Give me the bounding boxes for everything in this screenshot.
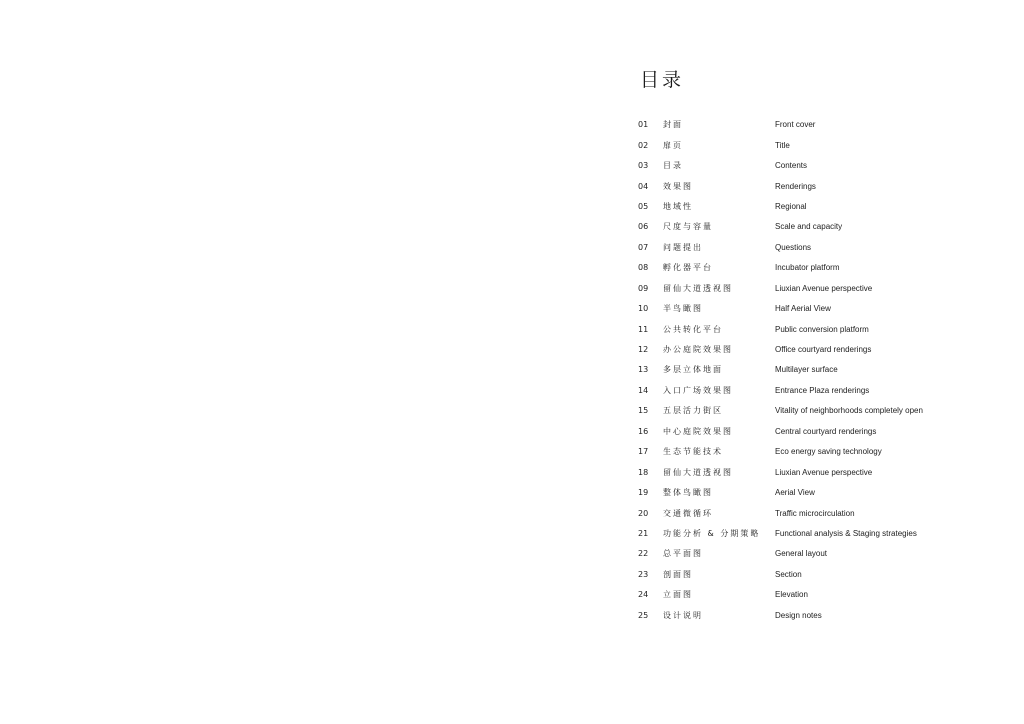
toc-entry-number: 02 xyxy=(638,140,649,150)
toc-entry xyxy=(638,381,978,401)
toc-entry xyxy=(638,197,978,217)
toc-entry-chinese-title: 问题提出 xyxy=(663,242,703,252)
toc-entry xyxy=(638,176,978,196)
toc-entry-chinese-title: 生态节能技术 xyxy=(663,447,723,457)
toc-entry-number: 17 xyxy=(638,447,649,457)
toc-entry-number: 08 xyxy=(638,263,649,273)
toc-entry-number: 11 xyxy=(638,324,649,334)
toc-entry-number: 13 xyxy=(638,365,649,375)
toc-entry-number: 20 xyxy=(638,508,649,518)
toc-entry-chinese-title: 半鸟瞰图 xyxy=(663,304,703,314)
toc-entry-chinese-title: 多层立体地面 xyxy=(663,365,723,375)
toc-entry-number: 22 xyxy=(638,549,649,559)
toc-entry-english-title: Front cover xyxy=(775,120,816,130)
toc-entry-chinese-title: 办公庭院效果图 xyxy=(663,345,733,355)
toc-entry-english-title: Vitality of neighborhoods completely open xyxy=(775,406,923,416)
toc-entry-chinese-title: 效果图 xyxy=(663,181,693,191)
toc-entry-chinese-title: 总平面图 xyxy=(663,549,703,559)
toc-entry-english-title: Central courtyard renderings xyxy=(775,426,877,436)
toc-entry xyxy=(638,217,978,237)
toc-entry xyxy=(638,135,978,155)
toc-entry xyxy=(638,442,978,462)
toc-entry-chinese-title: 设计说明 xyxy=(663,610,703,620)
toc-entry xyxy=(638,462,978,482)
toc-entry-english-title: Eco energy saving technology xyxy=(775,447,882,457)
toc-entry-number: 15 xyxy=(638,406,649,416)
toc-entry-english-title: Functional analysis & Staging strategies xyxy=(775,528,917,538)
toc-entry-chinese-title: 目录 xyxy=(663,161,683,171)
toc-entry xyxy=(638,319,978,339)
toc-entry xyxy=(638,524,978,544)
toc-entry-number: 24 xyxy=(638,590,649,600)
toc-entry-chinese-title: 封面 xyxy=(663,120,683,130)
toc-entry-number: 12 xyxy=(638,345,649,355)
toc-entry-chinese-title: 交通微循环 xyxy=(663,508,713,518)
toc-entry xyxy=(638,503,978,523)
toc-entry-number: 25 xyxy=(638,610,649,620)
toc-entry-english-title: Section xyxy=(775,569,802,579)
toc-entry-chinese-title: 剖面图 xyxy=(663,569,693,579)
toc-entry xyxy=(638,544,978,564)
toc-entry-english-title: Liuxian Avenue perspective xyxy=(775,283,873,293)
toc-entry-number: 23 xyxy=(638,569,649,579)
toc-entry-english-title: Incubator platform xyxy=(775,263,840,273)
toc-title: 目录 xyxy=(640,69,685,91)
toc-entry-english-title: Liuxian Avenue perspective xyxy=(775,467,873,477)
toc-entry-english-title: Multilayer surface xyxy=(775,365,838,375)
toc-entry-english-title: Renderings xyxy=(775,181,816,191)
toc-entry-english-title: Questions xyxy=(775,242,812,252)
toc-entry-english-title: Half Aerial View xyxy=(775,304,831,314)
toc-entry-chinese-title: 中心庭院效果图 xyxy=(663,426,733,436)
toc-entry xyxy=(638,422,978,442)
toc-entry xyxy=(638,299,978,319)
toc-entry-chinese-title: 整体鸟瞰图 xyxy=(663,488,713,498)
toc-entry-number: 07 xyxy=(638,242,649,252)
toc-entry-chinese-title: 扉页 xyxy=(663,140,683,150)
toc-entry-number: 06 xyxy=(638,222,649,232)
toc-list xyxy=(638,115,978,626)
toc-entry-number: 04 xyxy=(638,181,649,191)
toc-entry-chinese-title: 公共转化平台 xyxy=(663,324,723,334)
toc-entry xyxy=(638,258,978,278)
toc-entry-english-title: Regional xyxy=(775,201,807,211)
toc-entry xyxy=(638,360,978,380)
toc-entry-number: 01 xyxy=(638,120,649,130)
toc-entry xyxy=(638,340,978,360)
toc-entry-number: 14 xyxy=(638,385,649,395)
toc-entry-chinese-title: 尺度与容量 xyxy=(663,222,713,232)
toc-entry-number: 19 xyxy=(638,488,649,498)
toc-entry-english-title: Contents xyxy=(775,161,808,171)
toc-entry-english-title: Aerial View xyxy=(775,488,815,498)
toc-entry-number: 03 xyxy=(638,161,649,171)
toc-entry xyxy=(638,585,978,605)
toc-entry xyxy=(638,279,978,299)
toc-entry xyxy=(638,606,978,626)
toc-entry-english-title: Design notes xyxy=(775,610,822,620)
toc-entry-chinese-title: 立面图 xyxy=(663,590,693,600)
toc-entry-number: 21 xyxy=(638,528,649,538)
toc-entry xyxy=(638,483,978,503)
toc-entry-number: 16 xyxy=(638,426,649,436)
toc-entry-chinese-title: 孵化器平台 xyxy=(663,263,713,273)
toc-entry-chinese-title: 留仙大道透视图 xyxy=(663,467,733,477)
toc-entry xyxy=(638,238,978,258)
toc-entry-english-title: Office courtyard renderings xyxy=(775,345,872,355)
toc-entry-english-title: General layout xyxy=(775,549,828,559)
toc-entry xyxy=(638,156,978,176)
toc-entry xyxy=(638,565,978,585)
toc-entry-chinese-title: 入口广场效果图 xyxy=(663,385,733,395)
toc-entry xyxy=(638,401,978,421)
toc-entry-number: 05 xyxy=(638,201,649,211)
table-of-contents xyxy=(638,66,978,626)
toc-entry-english-title: Public conversion platform xyxy=(775,324,869,334)
toc-entry-chinese-title: 留仙大道透视图 xyxy=(663,283,733,293)
toc-entry-english-title: Entrance Plaza renderings xyxy=(775,385,870,395)
toc-entry-number: 09 xyxy=(638,283,649,293)
toc-entry-chinese-title: 五层活力街区 xyxy=(663,406,723,416)
toc-entry-english-title: Title xyxy=(775,140,790,150)
toc-entry-english-title: Traffic microcirculation xyxy=(775,508,855,518)
toc-entry-chinese-title: 功能分析 & 分期策略 xyxy=(663,528,761,538)
toc-entry-number: 10 xyxy=(638,304,649,314)
toc-entry-english-title: Scale and capacity xyxy=(775,222,843,232)
toc-entry-english-title: Elevation xyxy=(775,590,808,600)
toc-entry xyxy=(638,115,978,135)
toc-entry-number: 18 xyxy=(638,467,649,477)
toc-entry-chinese-title: 地域性 xyxy=(663,201,693,211)
